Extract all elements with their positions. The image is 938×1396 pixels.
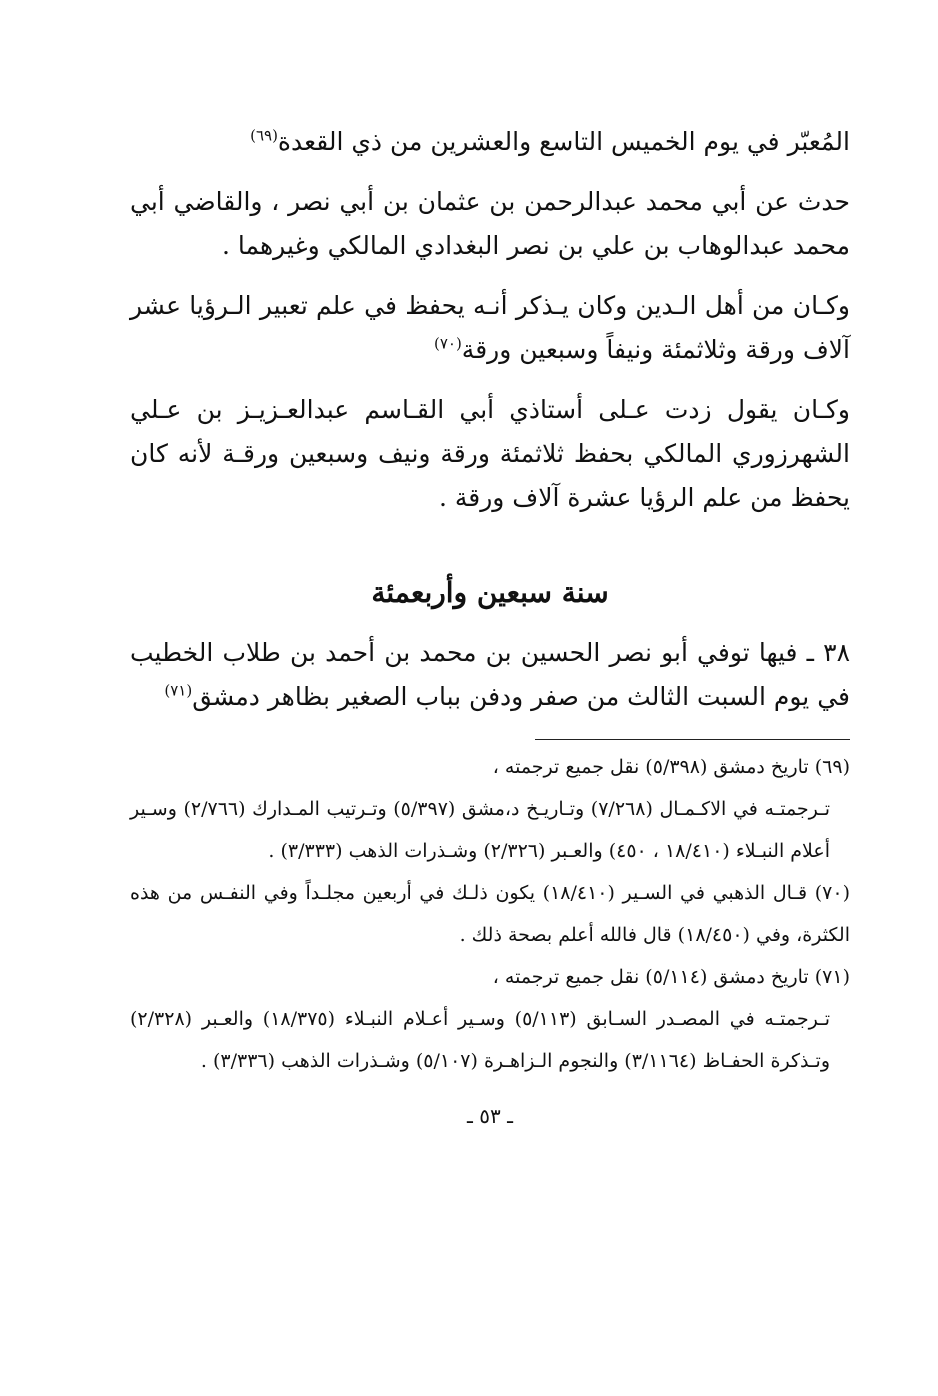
paragraph-3-text: وكـان من أهل الـدين وكان يـذكر أنـه يحفظ في علم تعبير الـرؤيا عشر آلاف ورقة وثلاثمئة ونيفاً وسبعين ورقة (130, 291, 850, 364)
footnote-ref-70: (٧٠) (433, 334, 462, 353)
main-text (130, 120, 850, 520)
entry-38-text: ٣٨ ـ فيها توفي أبو نصر الحسين بن محمد بن أحمد بن طلاب الخطيب في يوم السبت الثالث من صفر ودفن بباب الصغير بظاهر دمشق (130, 638, 850, 711)
footnotes (130, 746, 850, 1082)
page-number: ـ ٥٣ ـ (467, 1104, 513, 1128)
footnote-69-refs: تـرجمتـه في الاكـمـال (٧/٢٦٨) وتـاريـخ د،مشق (٥/٣٩٧) وتـرتيب المـدارك (٢/٧٦٦) وسـير أعلام النبـلاء (١٨/٤١٠ ، ٤٥٠) والعـبر (٢/٣٢٦) وشـذرات الذهب (٣/٣٣٣) . (130, 798, 831, 862)
footnote-70: (٧٠) قـال الذهبي في السـير (١٨/٤١٠) يكون ذلـك في أربعين مجلـداً وفي النفـس من هذه الكثرة، وفي (١٨/٤٥٠) قال فالله أعلم بصحة ذلك . (130, 882, 850, 946)
paragraph-1-text: المُعبّر في يوم الخميس التاسع والعشرين من ذي القعدة (277, 127, 850, 156)
paragraph-4: وكـان يقول زدت عـلى أستاذي أبي القـاسم عبدالعـزيـز بن عـلي الشهرزوري المالكي بحفظ ثلاثمئة ورقة ونيف وسبعين ورقـة لأنه كان يحفظ من علم الرؤيا عشرة آلاف ورقة . (130, 395, 850, 512)
footnote-71-source: (٧١) تاريخ دمشق (٥/١١٤) نقل جميع ترجمته ، (492, 966, 850, 988)
paragraph-2: حدث عن أبي محمد عبدالرحمن بن عثمان بن أبي نصر ، والقاضي أبي محمد عبدالوهاب بن علي بن نصر البغدادي المالكي وغيرهما . (130, 187, 850, 260)
book-page (130, 120, 850, 1128)
entry-38 (130, 631, 850, 719)
footnote-ref-69: (٦٩) (250, 126, 278, 145)
footnote-ref-71: (٧١) (164, 681, 193, 700)
footnote-71-refs: تـرجمتـه في المصـدر السـابق (٥/١١٣) وسـير أعـلام النبـلاء (١٨/٣٧٥) والعـبر (٢/٣٢٨) وتـذكرة الحفـاظ (٣/١١٦٤) والنجوم الـزاهـرة (٥/١٠٧) وشـذرات الذهب (٣/٣٣٦) . (130, 1008, 830, 1072)
footnote-69-source: (٦٩) تاريخ دمشق (٥/٣٩٨) نقل جميع ترجمته ، (492, 756, 850, 778)
footnote-separator (535, 739, 850, 740)
paragraph-3 (130, 284, 850, 372)
paragraph-1 (130, 120, 850, 164)
section-heading: سنة سبعين وأربعمئة (371, 576, 609, 609)
